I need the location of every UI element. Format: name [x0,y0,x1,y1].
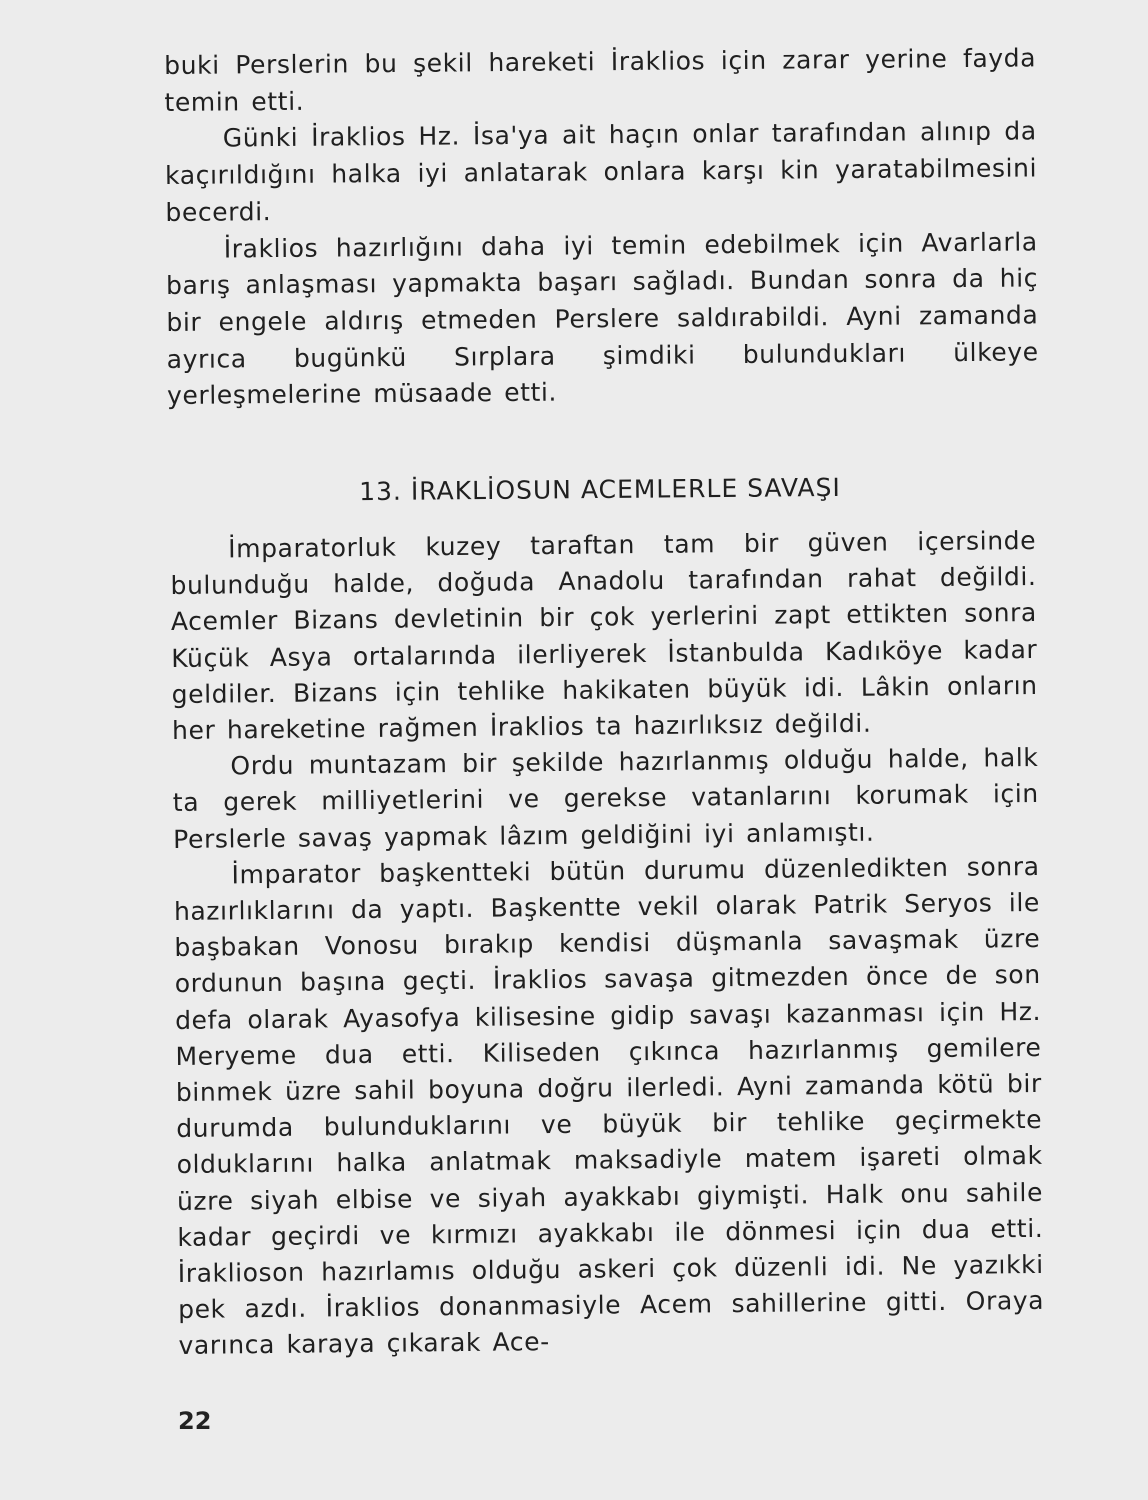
paragraph-continuation: buki Perslerin bu şekil hareketi İraklios için zarar yerine fayda temin etti. [164,43,1037,117]
paragraph-emperor-departure: İmparator başkentteki bütün durumu düzenledikten sonra hazırlıklarını da yaptı. Başkentte vekil olarak Patrik Seryos ile başbakan Vonosu bırakıp kendisi düşmanla savaşmak üzre ordunun başına geçti. İraklios savaşa gitmezden önce de son defa olarak Ayasofya kilisesine gidip savaşı kazanması için Hz. Meryeme dua etti. Kiliseden çıkınca hazırlanmış gemilere binmek üzre sahil boyuna doğru ilerledi. Ayni zamanda kötü bir durumda bulunduklarını ve büyük bir tehlike geçirmekte olduklarını halka anlatmak maksadiyle matem işareti olmak üzre siyah elbise ve siyah ayakkabı giymişti. Halk onu sahile kadar geçirdi ve kırmızı ayakkabı ile dönmesi için dua etti. İraklioson hazırlamıs olduğu askeri çok düzenli idi. Ne yazıkki pek azdı. İraklios donanmasiyle Acem sahillerine gitti. Oraya varınca karaya çıkarak Ace- [173,851,1045,1361]
page-number: 22 [178,1407,212,1435]
paragraph-avar-peace: İraklios hazırlığını daha iyi temin edebilmek için Avarlarla barış anlaşması yapmakta başarı sağladı. Bundan sonra da hiç bir engele aldırış etmeden Perslere saldırabildi. Ayni zamanda ayrıca bugünkü Sırplara şimdiki bulundukları ülkeye yerleşmelerine müsaade etti. [165,226,1039,411]
paragraph-cross-story: Günki İraklios Hz. İsa'ya ait haçın onlar tarafından alınıp da kaçırıldığını halka iyi anlatarak onlara karşı kin yaratabilmesini becerdi. [164,116,1038,227]
top-text-block [164,40,1039,415]
section-heading: 13. İRAKLİOSUN ACEMLERLE SAVAŞI [359,472,841,507]
section-text-block [170,523,1045,1365]
paragraph-empire-threat: İmparatorluk kuzey taraftan tam bir güven içersinde bulunduğu halde, doğuda Anadolu tarafından rahat değildi. Acemler Bizans devletinin bir çok yerlerini zapt ettikten sonra Küçük Asya ortalarında ilerliyerek İstanbulda Kadıköye kadar geldiler. Bizans için tehlike hakikaten büyük idi. Lâkin onların her hareketine rağmen İraklios ta hazırlıksız değildi. [170,525,1038,746]
paragraph-army-ready: Ordu muntazam bir şekilde hazırlanmış olduğu halde, halk ta gerek milliyetlerini ve gerekse vatanlarını korumak için Perslerle savaş yapmak lâzım geldiğini iyi anlamıştı. [172,743,1039,854]
